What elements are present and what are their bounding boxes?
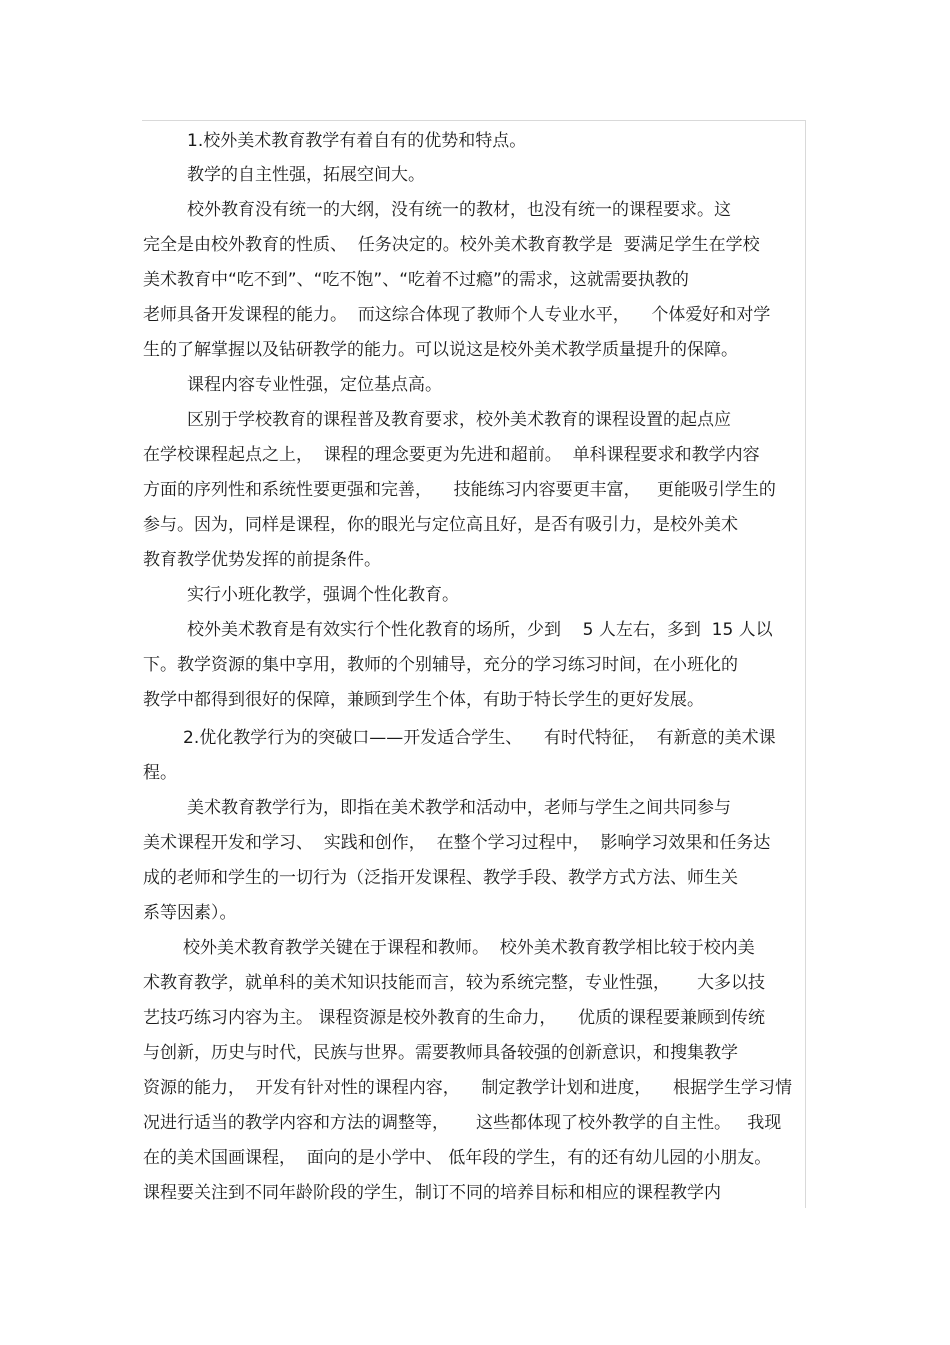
- paragraph-line: 美术教育教学行为，即指在美术教学和活动中，老师与学生之间共同参与: [187, 798, 731, 818]
- paragraph-line: 课程要关注到不同年龄阶段的学生，制订不同的培养目标和相应的课程教学内: [143, 1183, 721, 1203]
- section-heading-2: 2.优化教学行为的突破口——开发适合学生、 有时代特征， 有新意的美术课: [183, 728, 776, 748]
- paragraph-line: 校外美术教育教学关键在于课程和教师。 校外美术教育教学相比较于校内美: [183, 938, 755, 958]
- paragraph-line: 方面的序列性和系统性要更强和完善， 技能练习内容要更丰富， 更能吸引学生的: [143, 480, 776, 500]
- paragraph-line: 美术教育中“吃不到”、“吃不饱”、“吃着不过瘾”的需求，这就需要执教的: [143, 270, 689, 290]
- paragraph-line: 程。: [143, 763, 177, 783]
- paragraph-line: 成的老师和学生的一切行为（泛指开发课程、教学手段、教学方式方法、师生关: [143, 868, 738, 888]
- paragraph-line: 与创新，历史与时代，民族与世界。需要教师具备较强的创新意识，和搜集教学: [143, 1043, 738, 1063]
- paragraph-line: 老师具备开发课程的能力。 而这综合体现了教师个人专业水平， 个体爱好和对学: [143, 305, 771, 325]
- paragraph-line: 况进行适当的教学内容和方法的调整等， 这些都体现了校外教学的自主性。 我现: [143, 1113, 782, 1133]
- paragraph-line: 教学中都得到很好的保障，兼顾到学生个体，有助于特长学生的更好发展。: [143, 690, 704, 710]
- paragraph-line: 在学校课程起点之上， 课程的理念要更为先进和超前。 单科课程要求和教学内容: [143, 445, 760, 465]
- subheading-content: 课程内容专业性强，定位基点高。: [187, 375, 442, 395]
- paragraph-line: 参与。因为，同样是课程，你的眼光与定位高且好，是否有吸引力，是校外美术: [143, 515, 738, 535]
- paragraph-line: 艺技巧练习内容为主。 课程资源是校外教育的生命力， 优质的课程要兼顾到传统: [143, 1008, 766, 1028]
- paragraph-line: 校外美术教育是有效实行个性化教育的场所，少到 5 人左右，多到 15 人以: [187, 620, 773, 640]
- paragraph-line: 在的美术国画课程， 面向的是小学中、 低年段的学生，有的还有幼儿园的小朋友。: [143, 1148, 772, 1168]
- paragraph-line: 术教育教学，就单科的美术知识技能而言，较为系统完整，专业性强， 大多以技: [143, 973, 766, 993]
- paragraph-line: 教育教学优势发挥的前提条件。: [143, 550, 381, 570]
- paragraph-line: 系等因素）。: [143, 903, 237, 923]
- subheading-small-class: 实行小班化教学，强调个性化教育。: [187, 585, 459, 605]
- paragraph-line: 资源的能力， 开发有针对性的课程内容， 制定教学计划和进度， 根据学生学习情: [143, 1078, 793, 1098]
- paragraph-line: 完全是由校外教育的性质、 任务决定的。校外美术教育教学是 要满足学生在学校: [143, 235, 760, 255]
- paragraph-line: 区别于学校教育的课程普及教育要求，校外美术教育的课程设置的起点应: [187, 410, 731, 430]
- section-heading-1: 1.校外美术教育教学有着自有的优势和特点。: [187, 131, 527, 151]
- paragraph-line: 生的了解掌握以及钻研教学的能力。可以说这是校外美术教学质量提升的保障。: [143, 340, 738, 360]
- subheading-autonomy: 教学的自主性强，拓展空间大。: [187, 165, 425, 185]
- paragraph-line: 下。教学资源的集中享用，教师的个别辅导，充分的学习练习时间，在小班化的: [143, 655, 738, 675]
- paragraph-line: 校外教育没有统一的大纲，没有统一的教材，也没有统一的课程要求。这: [187, 200, 731, 220]
- paragraph-line: 美术课程开发和学习、 实践和创作， 在整个学习过程中， 影响学习效果和任务达: [143, 833, 771, 853]
